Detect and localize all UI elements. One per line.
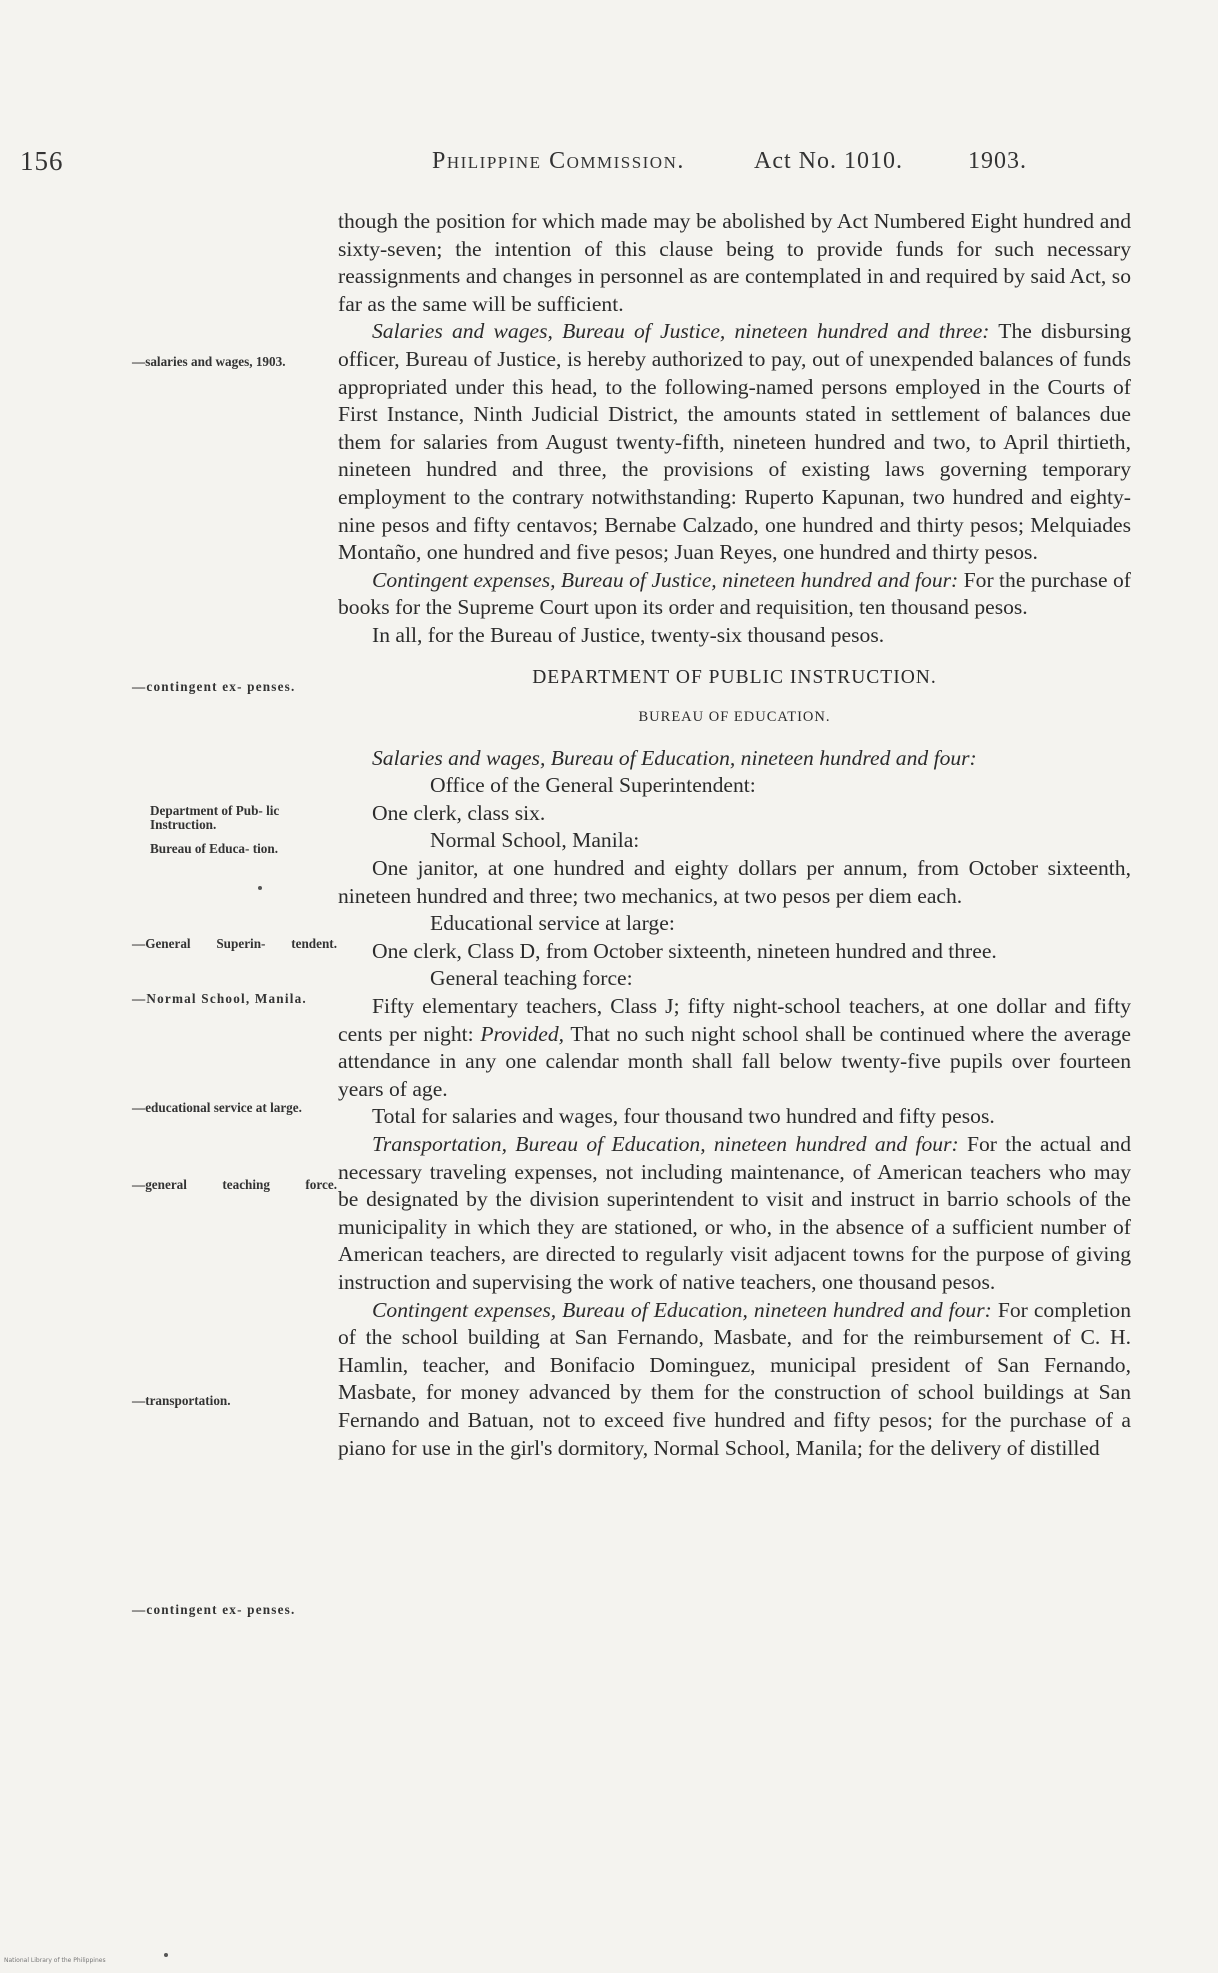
item-heading: Contingent expenses, Bureau of Justice, nineteen hundred and four: bbox=[372, 567, 959, 592]
margin-note-salaries-1903: —salaries and wages, 1903. bbox=[132, 354, 286, 369]
margin-note-teaching-force: —general teaching force. bbox=[132, 1177, 337, 1192]
scan-footer: National Library of the Philippines bbox=[4, 1957, 106, 1964]
margin-note-dept-public-instruction: Department of Pub- lic Instruction. bbox=[150, 803, 280, 832]
paragraph-contingent-education: Contingent expenses, Bureau of Education, nineteen hundred and four: For completion of the school building at San Fernando, Masbate, and for the reimbursement of C. H. Hamlin, teacher, and Bonifacio Dominguez, municipal president of San Fernando, Masbate, for money advanced by them for the construction of school buildings at San Fernando and Batuan, not to exceed five hundred and fifty pesos; for the purchase of a piano for use in the girl's dormitory, Normal School, Manila; for the delivery of distilled bbox=[338, 1297, 1132, 1460]
running-head-act: Act No. 1010. bbox=[754, 148, 903, 174]
paragraph-salaries-education bbox=[338, 745, 1131, 773]
paragraph-total-justice: In all, for the Bureau of Justice, twenty-six thousand pesos. bbox=[372, 622, 885, 647]
item-heading: Contingent expenses, Bureau of Education, nineteen hundred and four: bbox=[372, 1297, 992, 1322]
margin-note-normal-school: —Normal School, Manila. bbox=[132, 991, 307, 1006]
paragraph-janitor: One janitor, at one hundred and eighty dollars per annum, from October sixteenth, nineteen hundred and three; two mechanics, at two pesos per diem each. bbox=[338, 856, 1131, 908]
subheading-normal-school: Normal School, Manila: bbox=[430, 828, 640, 853]
margin-note-contingent-education: —contingent ex- penses. bbox=[132, 1602, 296, 1617]
paragraph-contingent-justice: Contingent expenses, Bureau of Justice, nineteen hundred and four: For the purchase of books for the Supreme Court upon its order and requisition, ten thousand pesos. bbox=[338, 567, 1131, 620]
item-heading: Salaries and wages, Bureau of Education, nineteen hundred and four: bbox=[372, 745, 977, 770]
margin-note-transportation: —transportation. bbox=[132, 1393, 231, 1408]
margin-note-educational-service: —educational service at large. bbox=[132, 1100, 302, 1115]
paragraph-transportation: Transportation, Bureau of Education, nineteen hundred and four: For the actual and necessary traveling expenses, not including maintenance, of American teachers who may be designated by the division superintendent to visit and instruct in barrio schools of the municipality in which they are stationed, or who, in the absence of a sufficient number of American teachers, are directed to regularly visit adjacent towns for the purpose of giving instruction and supervising the work of native teachers, one thousand pesos. bbox=[338, 1132, 1131, 1294]
body-text bbox=[338, 208, 1131, 1462]
paragraph-total-salaries: Total for salaries and wages, four thousand two hundred and fifty pesos. bbox=[372, 1104, 995, 1129]
paragraph-clerk-d: One clerk, Class D, from October sixteenth, nineteen hundred and three. bbox=[372, 938, 997, 963]
item-heading: Transportation, Bureau of Education, nineteen hundred and four: bbox=[372, 1132, 959, 1156]
margin-note-bureau-education: Bureau of Educa- tion. bbox=[150, 841, 278, 856]
speck-mark bbox=[164, 1953, 168, 1957]
paragraph-salaries-justice: Salaries and wages, Bureau of Justice, nineteen hundred and three: The disbursing officer, Bureau of Justice, is hereby authorized to pay, out of unexpended balances of funds appropriated under this head, to the following-named persons employed in the Courts of First Instance, Ninth Judicial District, the amounts stated in settlement of balances due them for salaries from August twenty-fifth, nineteen hundred and two, to April thirtieth, nineteen hundred and three, the provisions of existing laws governing temporary employment to the contrary notwithstanding: Ruperto Kapunan, two hundred and eighty-nine pesos and fifty centavos; Bernabe Calzado, one hundred and thirty pesos; Melquiades Montaño, one hundred and five pesos; Juan Reyes, one hundred and thirty pesos. bbox=[338, 319, 1131, 565]
subheading-educational-service: Educational service at large: bbox=[430, 911, 675, 936]
bureau-heading: BUREAU OF EDUCATION. bbox=[638, 709, 831, 726]
speck-mark bbox=[258, 886, 262, 890]
page-number: 156 bbox=[20, 146, 64, 176]
provided-term: Provided, bbox=[480, 1021, 565, 1046]
department-heading: DEPARTMENT OF PUBLIC INSTRUCTION. bbox=[532, 666, 937, 688]
margin-note-contingent-justice: —contingent ex- penses. bbox=[132, 679, 296, 694]
running-head-title: Philippine Commission. bbox=[432, 148, 685, 174]
item-heading: Salaries and wages, Bureau of Justice, nineteen hundred and three: bbox=[372, 319, 990, 344]
page-header bbox=[0, 146, 1218, 186]
paragraph-continuation: though the position for which made may be abolished by Act Numbered Eight hundred and sixty-seven; the intention of this clause being to provide funds for such necessary reassignments and changes in personnel as are contemplated in and required by said Act, so far as the same will be sufficient. bbox=[338, 209, 1131, 316]
line-clerk-six: One clerk, class six. bbox=[372, 800, 546, 825]
paragraph-teachers: Fifty elementary teachers, Class J; fifty night-school teachers, at one dollar and fifty cents per night: Provided, That no such night school shall be continued where the average attendance in any one calendar month shall fall below twenty-five pupils over fourteen years of age. bbox=[338, 994, 1131, 1101]
running-head-year: 1903. bbox=[968, 148, 1027, 174]
subheading-teaching-force: General teaching force: bbox=[430, 966, 633, 991]
subheading-office-gs: Office of the General Superintendent: bbox=[430, 773, 756, 798]
margin-note-general-superintendent: —General Superin- tendent. bbox=[132, 936, 337, 951]
